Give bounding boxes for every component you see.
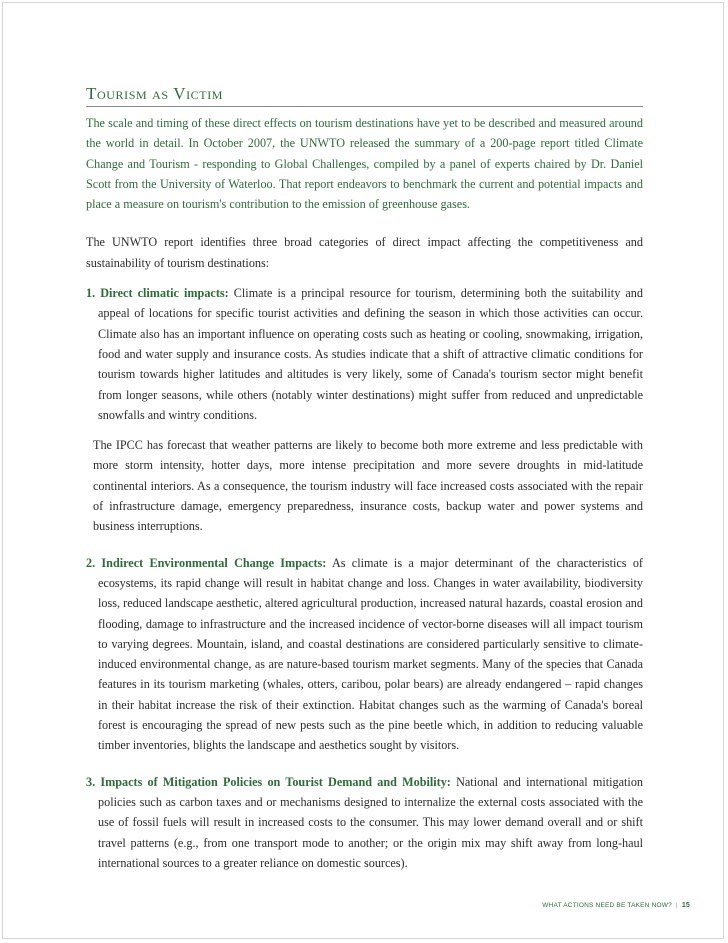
- impact-item-text: As climate is a major determinant of the characteristics of ecosystems, its rapid change will result in habitat change and loss. Changes in water availability, biodiversity loss, reduced landscape aesthetic, altered agricultural production, increased natural hazards, coastal erosion and flooding, damage to infrastructure and the increased incidence of vector-borne diseases will all impact tourism to varying degrees. Mountain, island, and coastal destinations are considered particularly sensitive to climate-induced environmental change, as are nature-based tourism market segments. Many of the species that Canada features in its tourism marketing (whales, otters, caribou, polar bears) are already endangered – rapid changes in their habitat increase the risk of their extinction. Habitat changes such as the warming of Canada's boreal forest is encouraging the spread of new pests such as the pine beetle which, in addition to reducing valuable timber inventories, blights the landscape and aesthetics sought by visitors.: [98, 555, 643, 753]
- impact-item-mitigation-policies: [86, 772, 643, 873]
- report-paragraph: The UNWTO report identifies three broad categories of direct impact affecting the competitiveness and sustainability of tourism destinations:: [86, 235, 643, 270]
- impact-item-text: National and international mitigation policies such as carbon taxes and or mechanisms designed to internalize the external costs associated with the use of fossil fuels will result in increased costs to the consumer. This may lower demand overall and or shift travel patterns (e.g., from one transport mode to another; or the origin mix may shift away from long-haul international sources to a greater reliance on domestic sources).: [98, 774, 644, 870]
- footer-separator: |: [675, 902, 678, 909]
- title-divider: [86, 106, 643, 107]
- impact-item-label: 1. Direct climatic impacts:: [86, 286, 229, 301]
- impact-item-label: 3. Impacts of Mitigation Policies on Tourist Demand and Mobility:: [86, 774, 451, 789]
- section-title: Tourism as Victim: [86, 84, 224, 103]
- page-footer: [542, 902, 690, 909]
- impact-item-text: Climate is a principal resource for tourism, determining both the suitability and appeal of locations for specific tourist activities and defining the season in which those activities can occur. Climate also has an important influence on operating costs such as heating or cooling, snowmaking, irrigation, food and water supply and insurance costs. As studies indicate that a shift of attractive climatic conditions for tourism towards higher latitudes and altitudes is very likely, some of Canada's tourism sector might benefit from longer seasons, while others (notably winter destinations) might suffer from reduced and unpredictable snowfalls and wintry conditions.: [98, 286, 643, 422]
- intro-paragraph: The scale and timing of these direct effects on tourism destinations have yet to be described and measured around the world in detail. In October 2007, the UNWTO released the summary of a 200-page report titled Climate Change and Tourism - responding to Global Challenges, compiled by a panel of experts chaired by Dr. Daniel Scott from the University of Waterloo. That report endeavors to benchmark the current and potential impacts and place a measure on tourism's contribution to the emission of greenhouse gases.: [86, 116, 643, 212]
- impact-item-indirect-environmental: [86, 553, 643, 756]
- page-number: 15: [681, 902, 690, 909]
- impact-item-continuation: The IPCC has forecast that weather patterns are likely to become both more extreme and less predictable with more storm intensity, hotter days, more intense precipitation and more severe droughts in mid-latitude continental interiors. As a consequence, the tourism industry will face increased costs associated with the repair of infrastructure damage, emergency preparedness, insurance costs, backup water and power systems and business interruptions.: [93, 438, 643, 534]
- page-content: [86, 84, 643, 873]
- impact-item-label: 2. Indirect Environmental Change Impacts:: [86, 555, 327, 570]
- impact-item-direct-climatic: [86, 283, 643, 425]
- footer-running-title: WHAT ACTIONS NEED BE TAKEN NOW?: [542, 902, 672, 909]
